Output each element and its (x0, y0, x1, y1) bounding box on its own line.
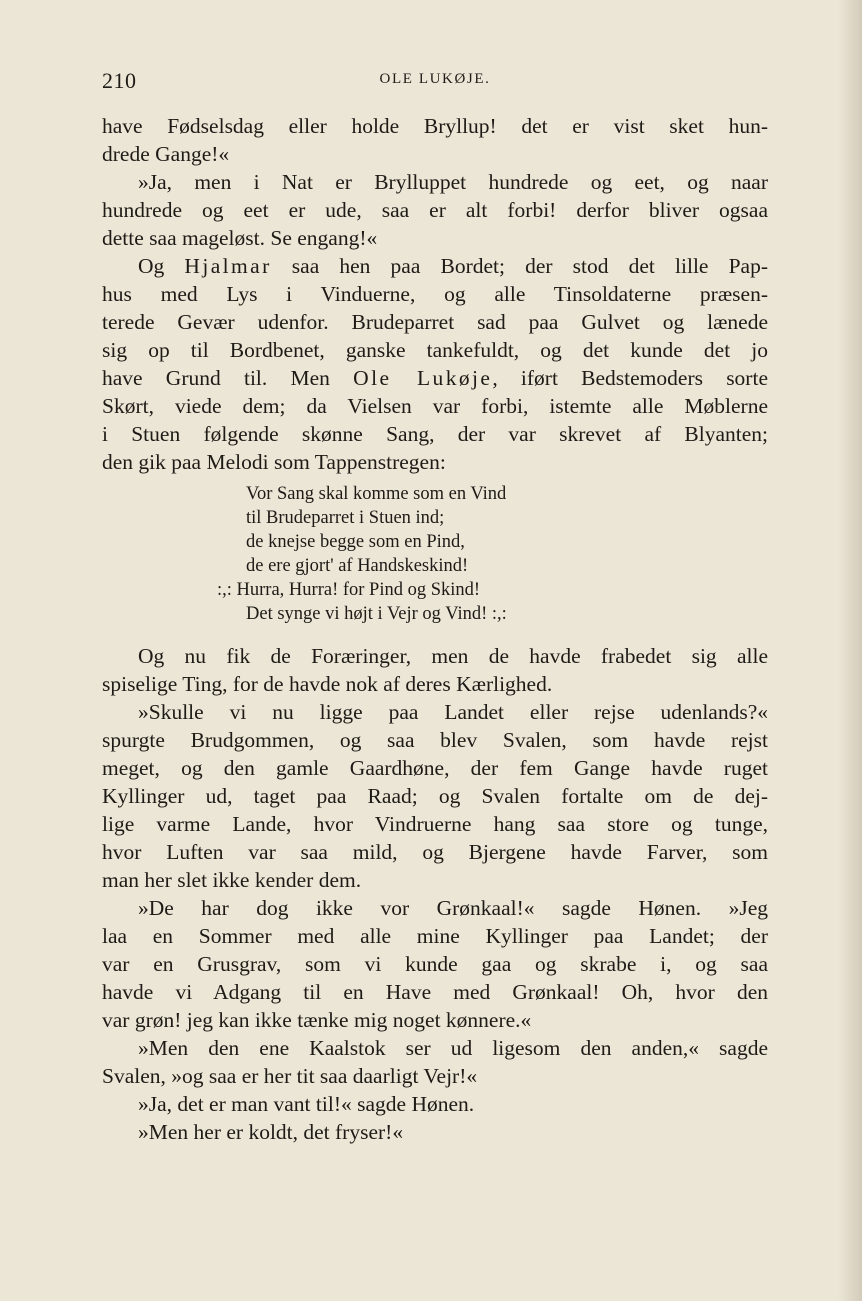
text-line: »Skulle vi nu ligge paa Landet eller rejse udenlands?« (138, 700, 768, 724)
text-line: laa en Sommer med alle mine Kyllinger paa Landet; der (102, 924, 768, 948)
verse-line: :,: Hurra, Hurra! for Pind og Skind! (217, 580, 481, 600)
text-run: , iført Bedstemoders sorte (492, 366, 768, 390)
text-line: Svalen, »og saa er her tit saa daarligt Vejr!« (102, 1064, 478, 1088)
text-line: Og nu fik de Foræringer, men de havde frabedet sig alle (138, 644, 768, 668)
text-line: spurgte Brudgommen, og saa blev Svalen, som havde rejst (102, 728, 768, 752)
text-line: var grøn! jeg kan ikke tænke mig noget kønnere.« (102, 1008, 532, 1032)
text-line: spiselige Ting, for de havde nok af deres Kærlighed. (102, 672, 553, 696)
verse-line: de knejse begge som en Pind, (246, 532, 465, 552)
text-line: »Men her er koldt, det fryser!« (138, 1120, 404, 1144)
text-line: drede Gange!« (102, 142, 230, 166)
text-line: i Stuen følgende skønne Sang, der var skrevet af Blyanten; (102, 422, 768, 446)
text-line: »Ja, men i Nat er Brylluppet hundrede og eet, og naar (138, 170, 768, 194)
text-line (138, 252, 768, 280)
text-line: var en Grusgrav, som vi kunde gaa og skrabe i, og saa (102, 952, 768, 976)
verse-line: Vor Sang skal komme som en Vind (246, 484, 507, 504)
text-line: havde vi Adgang til en Have med Grønkaal! Oh, hvor den (102, 980, 768, 1004)
text-line: Skørt, viede dem; da Vielsen var forbi, istemte alle Møblerne (102, 394, 768, 418)
text-line: lige varme Lande, hvor Vindruerne hang saa store og tunge, (102, 812, 768, 836)
text-line: have Fødselsdag eller holde Bryllup! det er vist sket hun- (102, 114, 768, 138)
text-line: hundrede og eet er ude, saa er alt forbi! derfor bliver ogsaa (102, 198, 768, 222)
text-line: »De har dog ikke vor Grønkaal!« sagde Hønen. »Jeg (138, 896, 768, 920)
text-run: have Grund til. Men (102, 366, 354, 390)
text-line: »Ja, det er man vant til!« sagde Hønen. (138, 1092, 475, 1116)
text-line: man her slet ikke kender dem. (102, 868, 362, 892)
text-line: meget, og den gamle Gaardhøne, der fem Gange havde ruget (102, 756, 768, 780)
spaced-name-ole-lukoje: Ole Lukøje (353, 366, 493, 390)
text-run: Og (138, 254, 185, 278)
page-number: 210 (102, 68, 137, 93)
spaced-name-hjalmar: Hjalmar (184, 254, 272, 278)
page-edge-shadow (838, 0, 862, 1301)
verse-line: Det synge vi højt i Vejr og Vind! :,: (246, 604, 507, 624)
text-line: Kyllinger ud, taget paa Raad; og Svalen fortalte om de dej- (102, 784, 768, 808)
text-line (102, 364, 768, 392)
text-line: »Men den ene Kaalstok ser ud ligesom den anden,« sagde (138, 1036, 768, 1060)
text-run: saa hen paa Bordet; der stod det lille Pap- (271, 254, 768, 278)
text-line: dette saa mageløst. Se engang!« (102, 226, 378, 250)
text-line: hvor Luften var saa mild, og Bjergene havde Farver, som (102, 840, 768, 864)
text-line: terede Gevær udenfor. Brudeparret sad paa Gulvet og lænede (102, 310, 768, 334)
text-line: sig op til Bordbenet, ganske tankefuldt, og det kunde det jo (102, 338, 768, 362)
verse-line: de ere gjort' af Handskeskind! (246, 556, 469, 576)
text-line: hus med Lys i Vinduerne, og alle Tinsoldaterne præsen- (102, 282, 768, 306)
page-header (102, 68, 768, 98)
running-head: OLE LUKØJE. (379, 71, 491, 87)
verse-line: til Brudeparret i Stuen ind; (246, 508, 445, 528)
text-line: den gik paa Melodi som Tappenstregen: (102, 450, 446, 474)
